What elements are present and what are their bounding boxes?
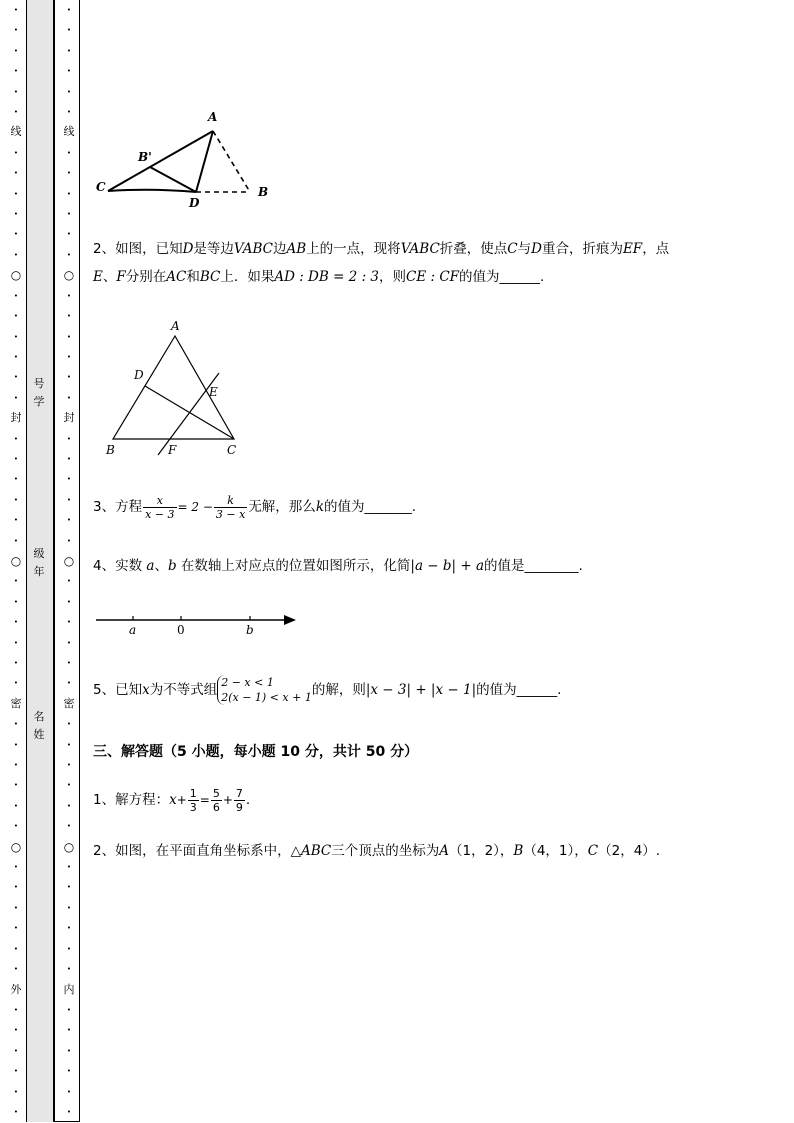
var: b [167,558,177,574]
binding-dot: • [66,6,72,14]
numerator: k [214,494,247,508]
binding-dot: • [13,352,19,361]
question-number: 3、 [93,499,116,515]
text: ，则 [379,269,406,285]
problem-1 [93,785,250,815]
binding-dot: • [66,638,72,647]
binding-label: 内 [63,982,75,996]
binding-dot: • [66,26,72,35]
binding-circle: ○ [63,839,75,854]
fraction [214,494,247,521]
label-C: C [227,443,237,457]
expression: |a − b| + a [410,558,485,574]
text: ，点 [642,241,670,257]
binding-dot: • [13,475,19,484]
binding-dot: • [13,26,19,35]
label-F: F [168,443,177,457]
binding-dot: • [66,108,72,117]
binding-dot: • [13,1005,19,1014]
question-number: 2、 [93,843,116,859]
text: 的解，则 [311,682,366,698]
binding-dot: • [66,659,72,667]
binding-dot: • [66,1087,72,1096]
binding-dot: • [66,618,72,627]
binding-dot: • [66,46,72,55]
text: 和 [186,269,200,285]
binding-circle: ○ [63,553,75,568]
binding-dot: • [66,1005,72,1014]
label-B: B [258,185,269,199]
var: C [587,843,599,859]
fraction [188,787,199,814]
binding-dot: • [13,1026,19,1035]
binding-dot: • [66,291,72,300]
denominator: 9 [235,800,243,814]
binding-dot: • [66,475,72,484]
text: 的值为______. [476,682,562,698]
binding-dot: • [66,1067,72,1076]
var: x [169,792,177,808]
text: 的值是________. [484,558,583,574]
binding-dot: • [13,189,19,198]
binding-circle: ○ [10,839,22,854]
binding-dot: • [13,863,19,872]
label-D: D [134,368,144,382]
denominator: x − 3 [145,507,175,521]
text: . [245,792,251,808]
binding-dot: • [13,230,19,239]
inequality-2: 2(x − 1) < x + 1 [221,691,312,704]
text: 边 [273,241,287,257]
binding-label: 封 [63,411,75,425]
binding-dot: • [66,87,72,96]
question-4 [93,551,583,581]
tick-label-0: 0 [177,623,185,637]
binding-dot: • [13,1107,19,1116]
binding-dot: • [66,332,72,341]
fraction [234,787,245,814]
binding-dot: • [13,761,19,770]
var: VABC [233,241,274,257]
question-number: 2、 [93,241,116,257]
text: 方程 [115,499,143,515]
binding-circle: ○ [10,553,22,568]
label-C: C [96,180,106,194]
binding-dot: • [13,883,19,892]
text: 是等边 [193,241,234,257]
numerator: 1 [189,786,197,800]
text: 、 [102,269,117,285]
numerator: 7 [235,786,243,800]
var: A [439,843,449,859]
text: 解方程： [115,792,170,808]
section-heading: 三、解答题（5 小题，每小题 10 分，共计 50 分） [93,744,419,760]
figure-equilateral-triangle [100,316,250,461]
binding-dot: • [13,720,19,729]
coord: （2，4）. [598,843,661,859]
text: 折叠，使点 [439,241,508,257]
binding-dot: • [13,597,19,606]
binding-circle: ○ [63,268,75,283]
binding-dot: • [13,1067,19,1076]
figure-folded-triangle [92,105,282,215]
coord: （4，1）， [523,843,588,859]
binding-label: 封 [10,411,22,425]
binding-dot: • [66,210,72,219]
binding-dot: • [13,87,19,96]
binding-dot: • [13,516,19,525]
question-2-line-2 [93,262,544,292]
binding-dot: • [13,373,19,382]
binding-dot: • [66,393,72,402]
binding-dot: • [13,291,19,300]
denominator: 3 − x [215,507,246,521]
label-E: E [209,385,218,399]
equals-sign: = [199,793,210,807]
binding-dot: • [66,965,72,974]
expression: |x − 3| + |x − 1| [365,682,477,698]
binding-dot: • [66,1026,72,1035]
var: B [513,843,524,859]
numerator: 5 [212,786,220,800]
text: 无解，那么 [248,499,316,515]
binding-dot: • [66,577,72,586]
binding-dot: • [66,169,72,178]
binding-dot: • [13,312,19,321]
binding-circle: ○ [10,268,22,283]
label-D: D [189,196,200,210]
binding-dot: • [13,1087,19,1096]
binding-dot: • [66,516,72,525]
var: VABC [400,241,440,257]
binding-dot: • [66,1107,72,1116]
triangle: △ABC [290,843,332,859]
text: 的值为______. [459,269,545,285]
var: x [142,682,150,698]
var: C [507,241,518,257]
denominator: 6 [212,800,220,814]
binding-dot: • [66,597,72,606]
text: 如图，在平面直角坐标系中， [115,843,291,859]
var: AB [286,241,307,257]
binding-dot: • [13,393,19,402]
text: 的值为_______. [324,499,417,515]
binding-dot: • [13,6,19,14]
binding-dot: • [13,454,19,463]
equation-middle: = 2 − [177,500,213,514]
binding-dot: • [13,67,19,76]
var: a [146,558,155,574]
text: 为不等式组 [149,682,218,698]
text: 在数轴上对应点的位置如图所示，化简 [180,558,411,574]
text: 实数 [115,558,143,574]
binding-dot: • [13,659,19,667]
binding-dot: • [13,965,19,974]
question-number: 5、 [93,682,116,698]
numerator: x [143,494,176,508]
binding-dot: • [13,740,19,749]
binding-dot: • [13,618,19,627]
binding-dot: • [13,250,19,259]
field-name: 名姓 [33,710,45,741]
binding-dot: • [66,434,72,443]
var: k [315,499,324,515]
text: 上．如果 [220,269,275,285]
inner-dot-column [62,0,76,1123]
fraction [143,494,176,521]
plus-sign: + [222,793,233,807]
ratio: AD : DB = 2 : 3 [274,269,379,285]
binding-dot: • [66,495,72,504]
binding-dot: • [13,108,19,117]
inequality-1: 2 − x < 1 [221,676,274,689]
binding-dot: • [66,250,72,259]
binding-dot: • [66,1046,72,1055]
question-number: 1、 [93,792,116,808]
var: D [531,241,542,257]
tick-label-b: b [246,623,254,637]
var: E [93,269,103,285]
question-number: 4、 [93,558,116,574]
binding-dot: • [13,495,19,504]
binding-dot: • [13,638,19,647]
binding-dot: • [66,822,72,831]
binding-dot: • [13,903,19,912]
binding-dot: • [13,781,19,790]
binding-dot: • [66,230,72,239]
binding-dot: • [13,1046,19,1055]
var: AC [166,269,187,285]
var: F [116,269,126,285]
number-line [92,608,302,642]
binding-dot: • [66,679,72,688]
binding-dot: • [13,46,19,55]
text: 上的一点，现将 [306,241,401,257]
binding-dot: • [13,679,19,688]
binding-dot: • [13,944,19,953]
text: 分别在 [125,269,167,285]
outer-dot-column [9,0,23,1123]
binding-dot: • [13,822,19,831]
binding-dot: • [13,210,19,219]
text: 如图，已知 [115,241,183,257]
binding-dot: • [66,148,72,157]
binding-dot: • [66,781,72,790]
var: BC [199,269,221,285]
ratio: CE : CF [406,269,460,285]
binding-label: 外 [10,982,22,996]
label-A: A [171,319,180,333]
label-A: A [208,110,218,124]
binding-dot: • [13,434,19,443]
question-2-line-1 [93,234,669,264]
binding-label: 线 [63,125,75,139]
binding-dot: • [66,67,72,76]
binding-dot: • [13,577,19,586]
coord: （1，2）， [448,843,514,859]
binding-dot: • [66,720,72,729]
fraction [211,787,222,814]
binding-dot: • [66,352,72,361]
text: 三个顶点的坐标为 [331,843,440,859]
question-3 [93,492,416,522]
binding-label: 线 [10,125,22,139]
question-5 [93,675,561,705]
binding-dot: • [13,924,19,933]
binding-dot: • [66,740,72,749]
var: D [182,241,194,257]
plus-sign: + [176,793,187,807]
tick-label-a: a [129,623,137,637]
binding-dot: • [66,761,72,770]
binding-label: 密 [10,696,22,710]
var: EF [622,241,643,257]
denominator: 3 [189,800,197,814]
binding-dot: • [13,148,19,157]
binding-dot: • [66,536,72,545]
binding-dot: • [13,332,19,341]
text: 、 [154,558,168,574]
binding-dot: • [66,801,72,810]
binding-dot: • [66,883,72,892]
binding-dot: • [13,801,19,810]
field-class: 级年 [33,547,45,578]
text: 重合，折痕为 [541,241,623,257]
binding-dot: • [66,373,72,382]
binding-dot: • [66,903,72,912]
field-exam-number: 号学 [33,377,45,408]
binding-dot: • [13,536,19,545]
binding-dot: • [66,312,72,321]
text: 与 [517,241,532,257]
binding-dot: • [66,944,72,953]
binding-dot: • [66,454,72,463]
problem-2 [93,836,660,866]
text: 已知 [115,682,143,698]
label-B: B [106,443,115,457]
binding-dot: • [66,863,72,872]
binding-label: 密 [63,696,75,710]
inequality-system [217,675,312,705]
binding-dot: • [13,169,19,178]
binding-dot: • [66,924,72,933]
binding-dot: • [66,189,72,198]
label-B-prime: B' [138,150,152,164]
